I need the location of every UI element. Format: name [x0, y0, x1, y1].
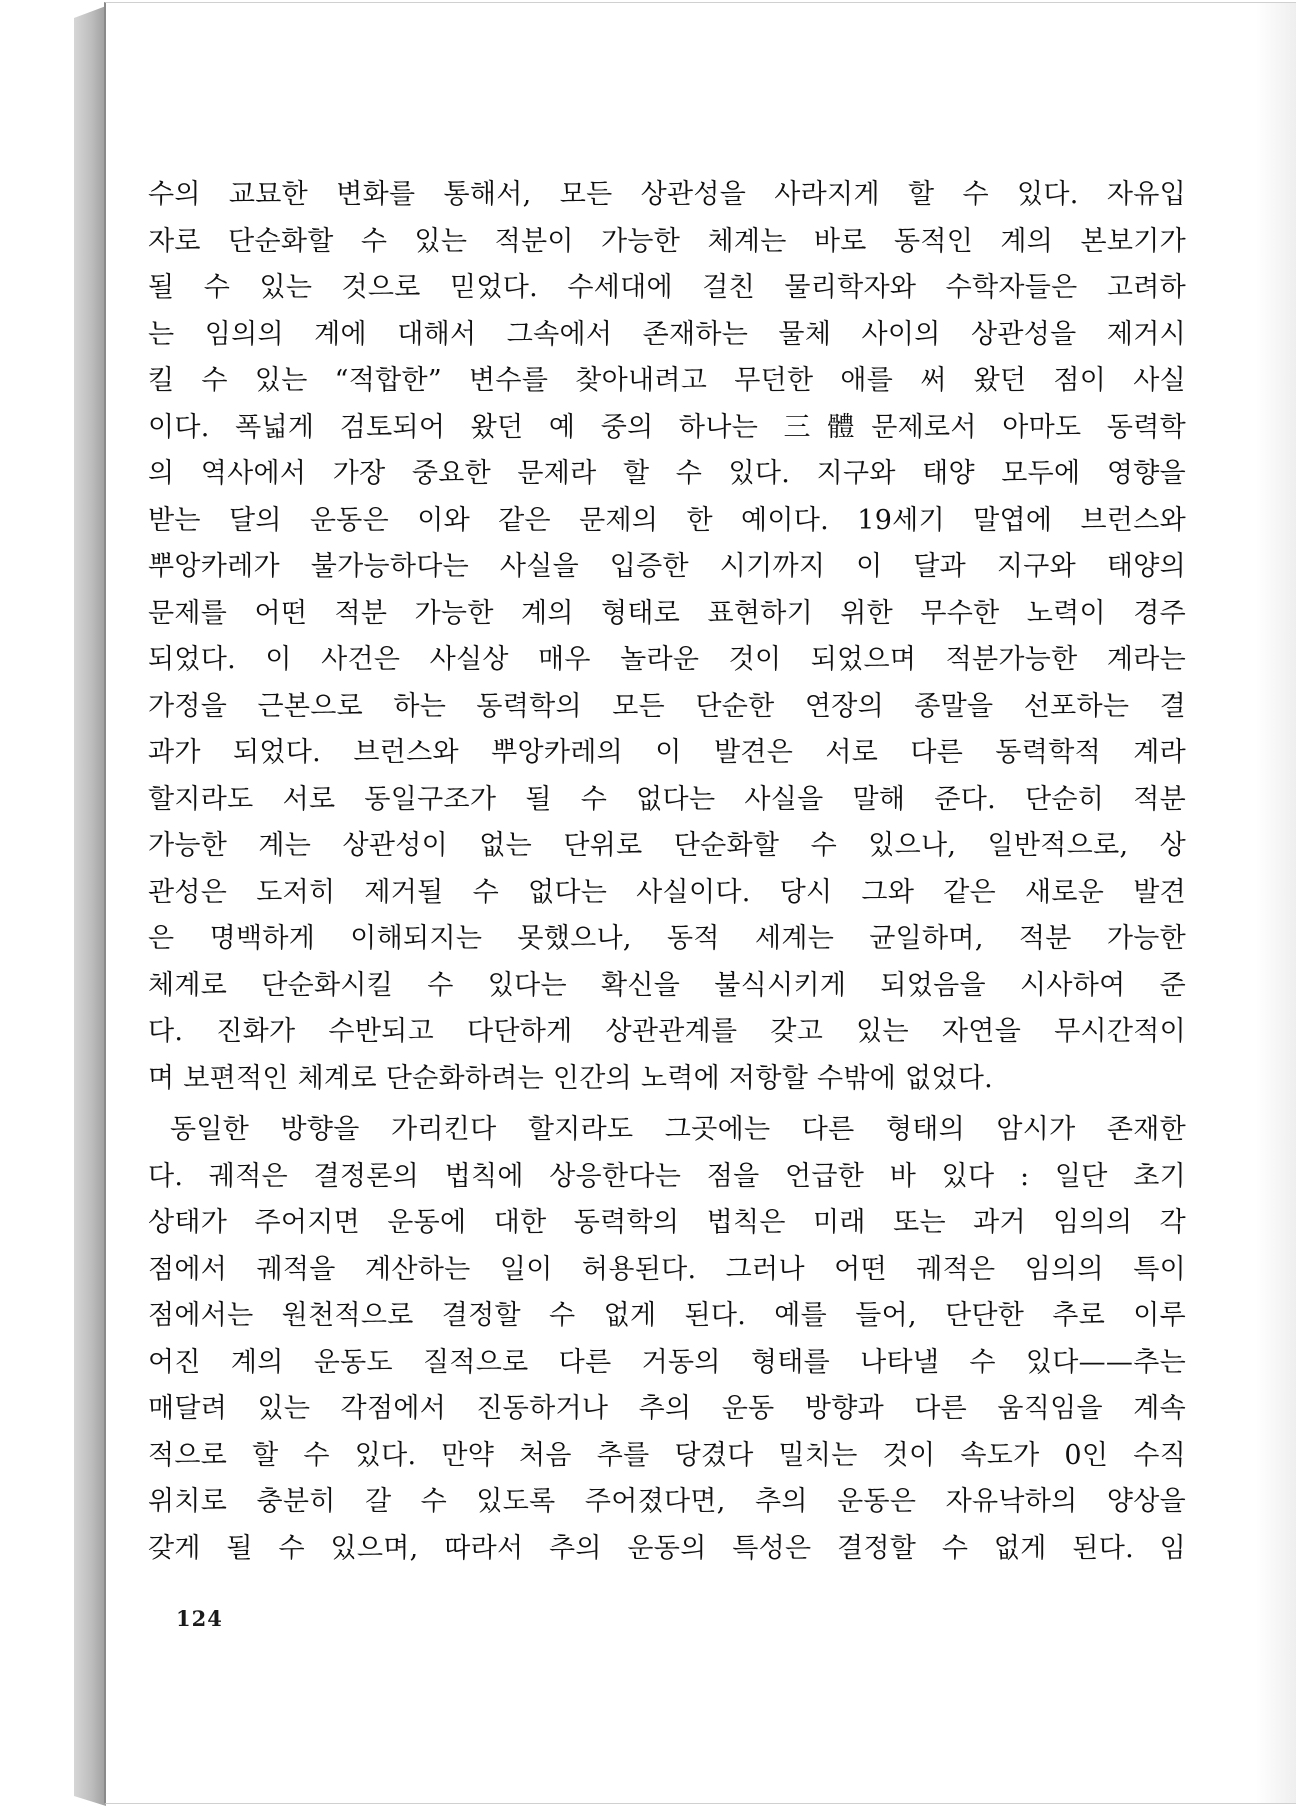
text-line: 이다. 폭넓게 검토되어 왔던 예 중의 하나는 三體문제로서 아마도 동력학: [148, 411, 1186, 443]
text-line: 갖게 될 수 있으며, 따라서 추의 운동의 특성은 결정할 수 없게 된다. 임: [148, 1532, 1186, 1564]
text-line: 다. 궤적은 결정론의 법칙에 상응한다는 점을 언급한 바 있다 : 일단 초기: [148, 1160, 1186, 1192]
text-line: 받는 달의 운동은 이와 같은 문제의 한 예이다. 19세기 말엽에 브런스와: [148, 504, 1186, 536]
text-line: 어진 계의 운동도 질적으로 다른 거동의 형태를 나타낼 수 있다——추는: [148, 1346, 1186, 1378]
text-line: 문제를 어떤 적분 가능한 계의 형태로 표현하기 위한 무수한 노력이 경주: [148, 597, 1186, 629]
text-line: 과가 되었다. 브런스와 뿌앙카레의 이 발견은 서로 다른 동력학적 계라: [148, 737, 1186, 768]
text-line: 가능한 계는 상관성이 없는 단위로 단순화할 수 있으나, 일반적으로, 상: [148, 830, 1186, 861]
text-line: 동일한 방향을 가리킨다 할지라도 그곳에는 다른 형태의 암시가 존재한: [170, 1114, 1186, 1145]
text-line: 은 명백하게 이해되지는 못했으나, 동적 세계는 균일하며, 적분 가능한: [148, 923, 1186, 954]
text-line: 자로 단순화할 수 있는 적분이 가능한 체계는 바로 동적인 계의 본보기가: [148, 225, 1186, 257]
body-text: [148, 172, 1186, 1572]
text-line: 체계로 단순화시킬 수 있다는 확신을 불식시키게 되었음을 시사하여 준: [148, 969, 1186, 1001]
text-line: 관성은 도저히 제거될 수 없다는 사실이다. 당시 그와 같은 새로운 발견: [148, 876, 1186, 908]
paragraph-1: [148, 172, 1186, 1102]
text-line: 뿌앙카레가 불가능하다는 사실을 입증한 시기까지 이 달과 지구와 태양의: [148, 551, 1186, 582]
text-line: 는 임의의 계에 대해서 그속에서 존재하는 물체 사이의 상관성을 제거시: [148, 318, 1186, 350]
text-line: 수의 교묘한 변화를 통해서, 모든 상관성을 사라지게 할 수 있다. 자유입: [148, 179, 1186, 210]
page-number: 124: [176, 1606, 223, 1631]
text-line: 상태가 주어지면 운동에 대한 동력학의 법칙은 미래 또는 과거 임의의 각: [148, 1207, 1186, 1238]
page-edge-shadow: [1256, 3, 1296, 1803]
text-line: 가정을 근본으로 하는 동력학의 모든 단순한 연장의 종말을 선포하는 결: [148, 690, 1186, 722]
paragraph-2: [148, 1107, 1186, 1572]
book-spine: [74, 6, 106, 1806]
text-line: 의 역사에서 가장 중요한 문제라 할 수 있다. 지구와 태양 모두에 영향을: [148, 458, 1186, 489]
text-line: 되었다. 이 사건은 사실상 매우 놀라운 것이 되었으며 적분가능한 계라는: [148, 644, 1186, 675]
text-line: 다. 진화가 수반되고 다단하게 상관관계를 갖고 있는 자연을 무시간적이: [148, 1016, 1186, 1047]
text-line: 점에서 궤적을 계산하는 일이 허용된다. 그러나 어떤 궤적은 임의의 특이: [148, 1253, 1186, 1285]
text-line: 매달려 있는 각점에서 진동하거나 추의 운동 방향과 다른 움직임을 계속: [148, 1393, 1186, 1424]
text-line: 며 보편적인 체계로 단순화하려는 인간의 노력에 저항할 수밖에 없었다.: [148, 1062, 994, 1094]
text-line: 점에서는 원천적으로 결정할 수 없게 된다. 예를 들어, 단단한 추로 이루: [148, 1300, 1186, 1331]
text-line: 할지라도 서로 동일구조가 될 수 없다는 사실을 말해 준다. 단순히 적분: [148, 783, 1186, 815]
text-line: 위치로 충분히 갈 수 있도록 주어졌다면, 추의 운동은 자유낙하의 양상을: [148, 1486, 1186, 1517]
text-line: 킬 수 있는 “적합한” 변수를 찾아내려고 무던한 애를 써 왔던 점이 사실: [148, 365, 1186, 396]
text-line: 적으로 할 수 있다. 만약 처음 추를 당겼다 밀치는 것이 속도가 0인 수직: [148, 1439, 1186, 1471]
text-line: 될 수 있는 것으로 믿었다. 수세대에 걸친 물리학자와 수학자들은 고려하: [148, 272, 1186, 303]
